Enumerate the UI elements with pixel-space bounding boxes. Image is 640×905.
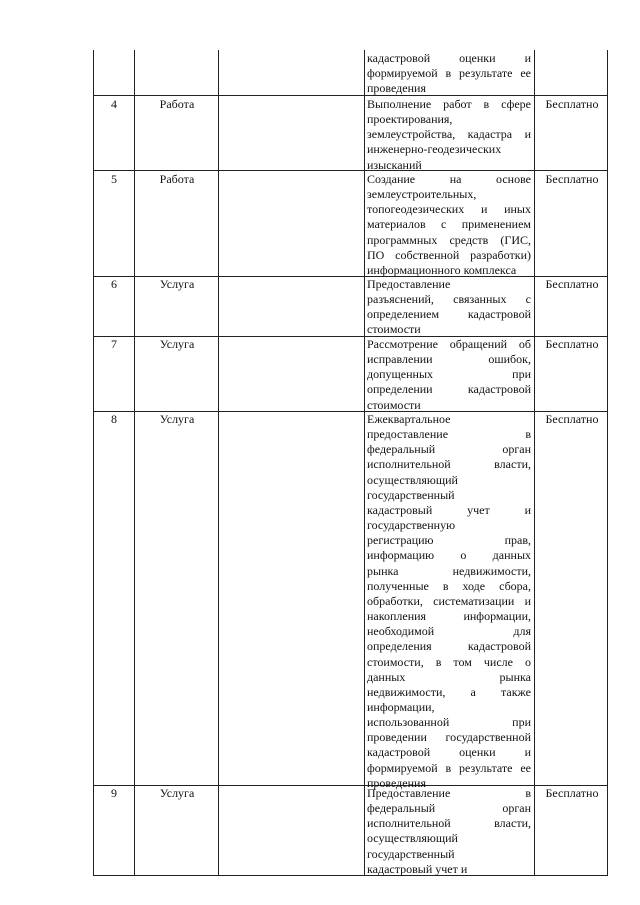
description-line: использованной при <box>367 715 531 730</box>
description-line: кадастровый учет и <box>367 502 531 517</box>
row-type: Работа <box>159 97 195 111</box>
row-description <box>367 172 531 278</box>
description-line: данных рынка <box>367 669 531 684</box>
row-price: Бесплатно <box>545 97 599 111</box>
description-line: рынка недвижимости, <box>367 563 531 578</box>
description-line: проведения <box>367 775 426 790</box>
description-line: исправлении ошибок, <box>367 352 531 367</box>
description-line: определением кадастровой <box>367 307 531 322</box>
row-price: Бесплатно <box>545 172 599 186</box>
description-line: материалов с применением <box>367 217 531 232</box>
description-line: Рассмотрение обращений об <box>367 337 531 351</box>
description-line: полученные в ходе сбора, <box>367 578 531 593</box>
row-type: Услуга <box>159 786 195 800</box>
row-price: Бесплатно <box>545 786 599 800</box>
row-description <box>367 51 531 96</box>
description-line: стоимости <box>367 322 421 337</box>
description-line: осуществляющий <box>367 472 458 487</box>
row-description <box>367 412 531 791</box>
column-divider-2 <box>218 50 219 876</box>
description-line: Ежеквартальное <box>367 412 451 426</box>
row-price: Бесплатно <box>545 337 599 351</box>
description-line: стоимости, в том числе о <box>367 654 531 669</box>
description-line: разъяснений, связанных с <box>367 292 531 307</box>
description-line: предоставление в <box>367 427 531 442</box>
description-line: необходимой для <box>367 624 531 639</box>
description-line: допущенных при <box>367 367 531 382</box>
description-line: регистрацию прав, <box>367 533 531 548</box>
description-line: государственную <box>367 518 456 533</box>
description-line: проектирования, <box>367 112 453 127</box>
row-number: 4 <box>111 97 117 111</box>
description-line: накопления информации, <box>367 609 531 624</box>
description-line: стоимости <box>367 397 421 412</box>
description-line: федеральный орган <box>367 801 531 816</box>
row-description <box>367 277 531 338</box>
row-type: Работа <box>159 172 195 186</box>
description-line: формируемой в результате ее <box>367 66 531 81</box>
description-line: Создание на основе <box>367 172 531 186</box>
description-line: проведения <box>367 81 426 96</box>
row-type: Услуга <box>159 277 195 291</box>
description-line: информацию о данных <box>367 548 531 563</box>
description-line: государственный <box>367 487 455 502</box>
description-line: программных средств (ГИС, <box>367 232 531 247</box>
row-description <box>367 97 531 173</box>
description-line: государственный <box>367 846 455 861</box>
row-number: 5 <box>111 172 117 186</box>
column-divider-3 <box>364 50 365 876</box>
row-number: 6 <box>111 277 117 291</box>
row-description <box>367 786 531 877</box>
description-line: кадастровой оценки и <box>367 51 531 65</box>
row-number: 9 <box>111 786 117 800</box>
row-type: Услуга <box>159 337 195 351</box>
description-line: землеустроительных, <box>367 187 477 202</box>
description-line: осуществляющий <box>367 831 458 846</box>
description-line: определения кадастровой <box>367 639 531 654</box>
row-number: 7 <box>111 337 117 351</box>
description-line: федеральный орган <box>367 442 531 457</box>
description-line: Предоставление в <box>367 786 531 800</box>
description-line: информационного комплекса <box>367 262 517 277</box>
description-line: исполнительной власти, <box>367 816 531 831</box>
description-line: обработки, систематизации и <box>367 593 531 608</box>
description-line: исполнительной власти, <box>367 457 531 472</box>
description-line: проведении государственной <box>367 730 531 745</box>
description-line: кадастровый учет и <box>367 861 468 876</box>
description-line: определении кадастровой <box>367 382 531 397</box>
description-line: инженерно-геодезических <box>367 142 502 157</box>
description-line: топогеодезических и иных <box>367 202 531 217</box>
row-description <box>367 337 531 413</box>
description-line: Предоставление <box>367 277 451 291</box>
column-divider-1 <box>134 50 135 876</box>
description-line: кадастровой оценки и <box>367 745 531 760</box>
row-number: 8 <box>111 412 117 426</box>
row-price: Бесплатно <box>545 277 599 291</box>
row-price: Бесплатно <box>545 412 599 426</box>
row-type: Услуга <box>159 412 195 426</box>
description-line: недвижимости, а также <box>367 684 531 699</box>
description-line: информации, <box>367 699 435 714</box>
description-line: ПО собственной разработки) <box>367 247 531 262</box>
column-divider-4 <box>534 50 535 876</box>
description-line: изысканий <box>367 157 422 172</box>
description-line: землеустройства, кадастра и <box>367 127 531 142</box>
description-line: Выполнение работ в сфере <box>367 97 531 111</box>
description-line: формируемой в результате ее <box>367 760 531 775</box>
